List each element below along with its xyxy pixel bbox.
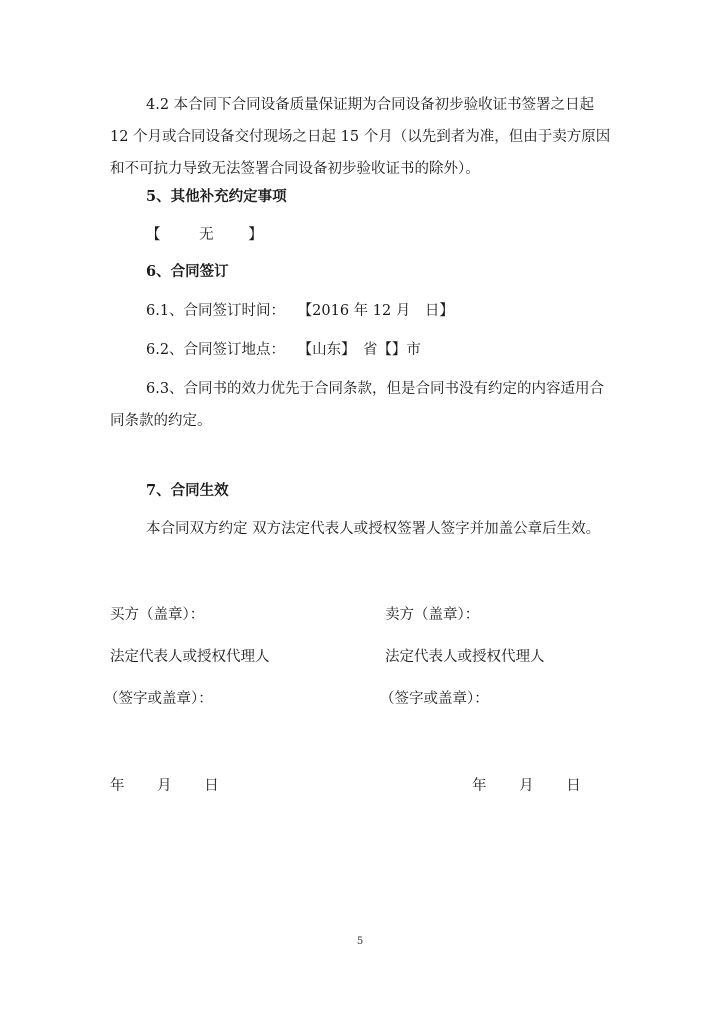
section-5-content (146, 226, 263, 244)
section-6-heading: 6、合同签订 (146, 263, 229, 280)
seller-date (472, 777, 581, 795)
section-5-heading: 5、其他补充约定事项 (146, 188, 287, 205)
clause-4-2-paragraph: 4.2 本合同下合同设备质量保证期为合同设备初步验收证书签署之日起 12 个月或合同设备交付现场之日起 15 个月（以先到者为准，但由于卖方原因和不可抗力导致无法签署合同设备初步验收证书的除外）。 (110, 97, 611, 177)
seller-day: 日 (566, 778, 581, 794)
buyer-year: 年 (110, 778, 125, 794)
bracket-close: 】 (248, 227, 263, 243)
section-7-heading: 7、合同生效 (146, 482, 229, 499)
section-5-value: 无 (199, 227, 214, 243)
section-6-1 (146, 302, 454, 320)
buyer-party-label: 买方（盖章）： (110, 607, 205, 623)
signing-place-label: 6.2、合同签订地点： (146, 342, 286, 358)
signing-time-value: 【2016 年 12 月 日】 (297, 303, 454, 319)
signing-place-value: 【山东】 省【】市 (297, 342, 421, 358)
section-6-2 (146, 341, 421, 359)
buyer-representative-label: 法定代表人或授权代理人 (110, 649, 270, 665)
section-6-3-paragraph: 6.3、合同书的效力优先于合同条款，但是合同书没有约定的内容适用合同条款的约定。 (110, 381, 605, 429)
buyer-day: 日 (204, 778, 219, 794)
seller-sign-label: （签字或盖章）： (380, 691, 489, 707)
buyer-sign-label: （签字或盖章）： (104, 691, 213, 707)
buyer-date (110, 777, 219, 795)
seller-month: 月 (519, 778, 534, 794)
buyer-month: 月 (157, 778, 172, 794)
page-number: 5 (356, 936, 364, 947)
bracket-open: 【 (146, 227, 161, 243)
seller-party-label: 卖方（盖章）： (385, 607, 480, 623)
seller-representative-label: 法定代表人或授权代理人 (385, 649, 545, 665)
signing-time-label: 6.1、合同签订时间： (146, 303, 286, 319)
section-7-text: 本合同双方约定 双方法定代表人或授权签署人签字并加盖公章后生效。 (146, 521, 601, 537)
seller-year: 年 (472, 778, 487, 794)
